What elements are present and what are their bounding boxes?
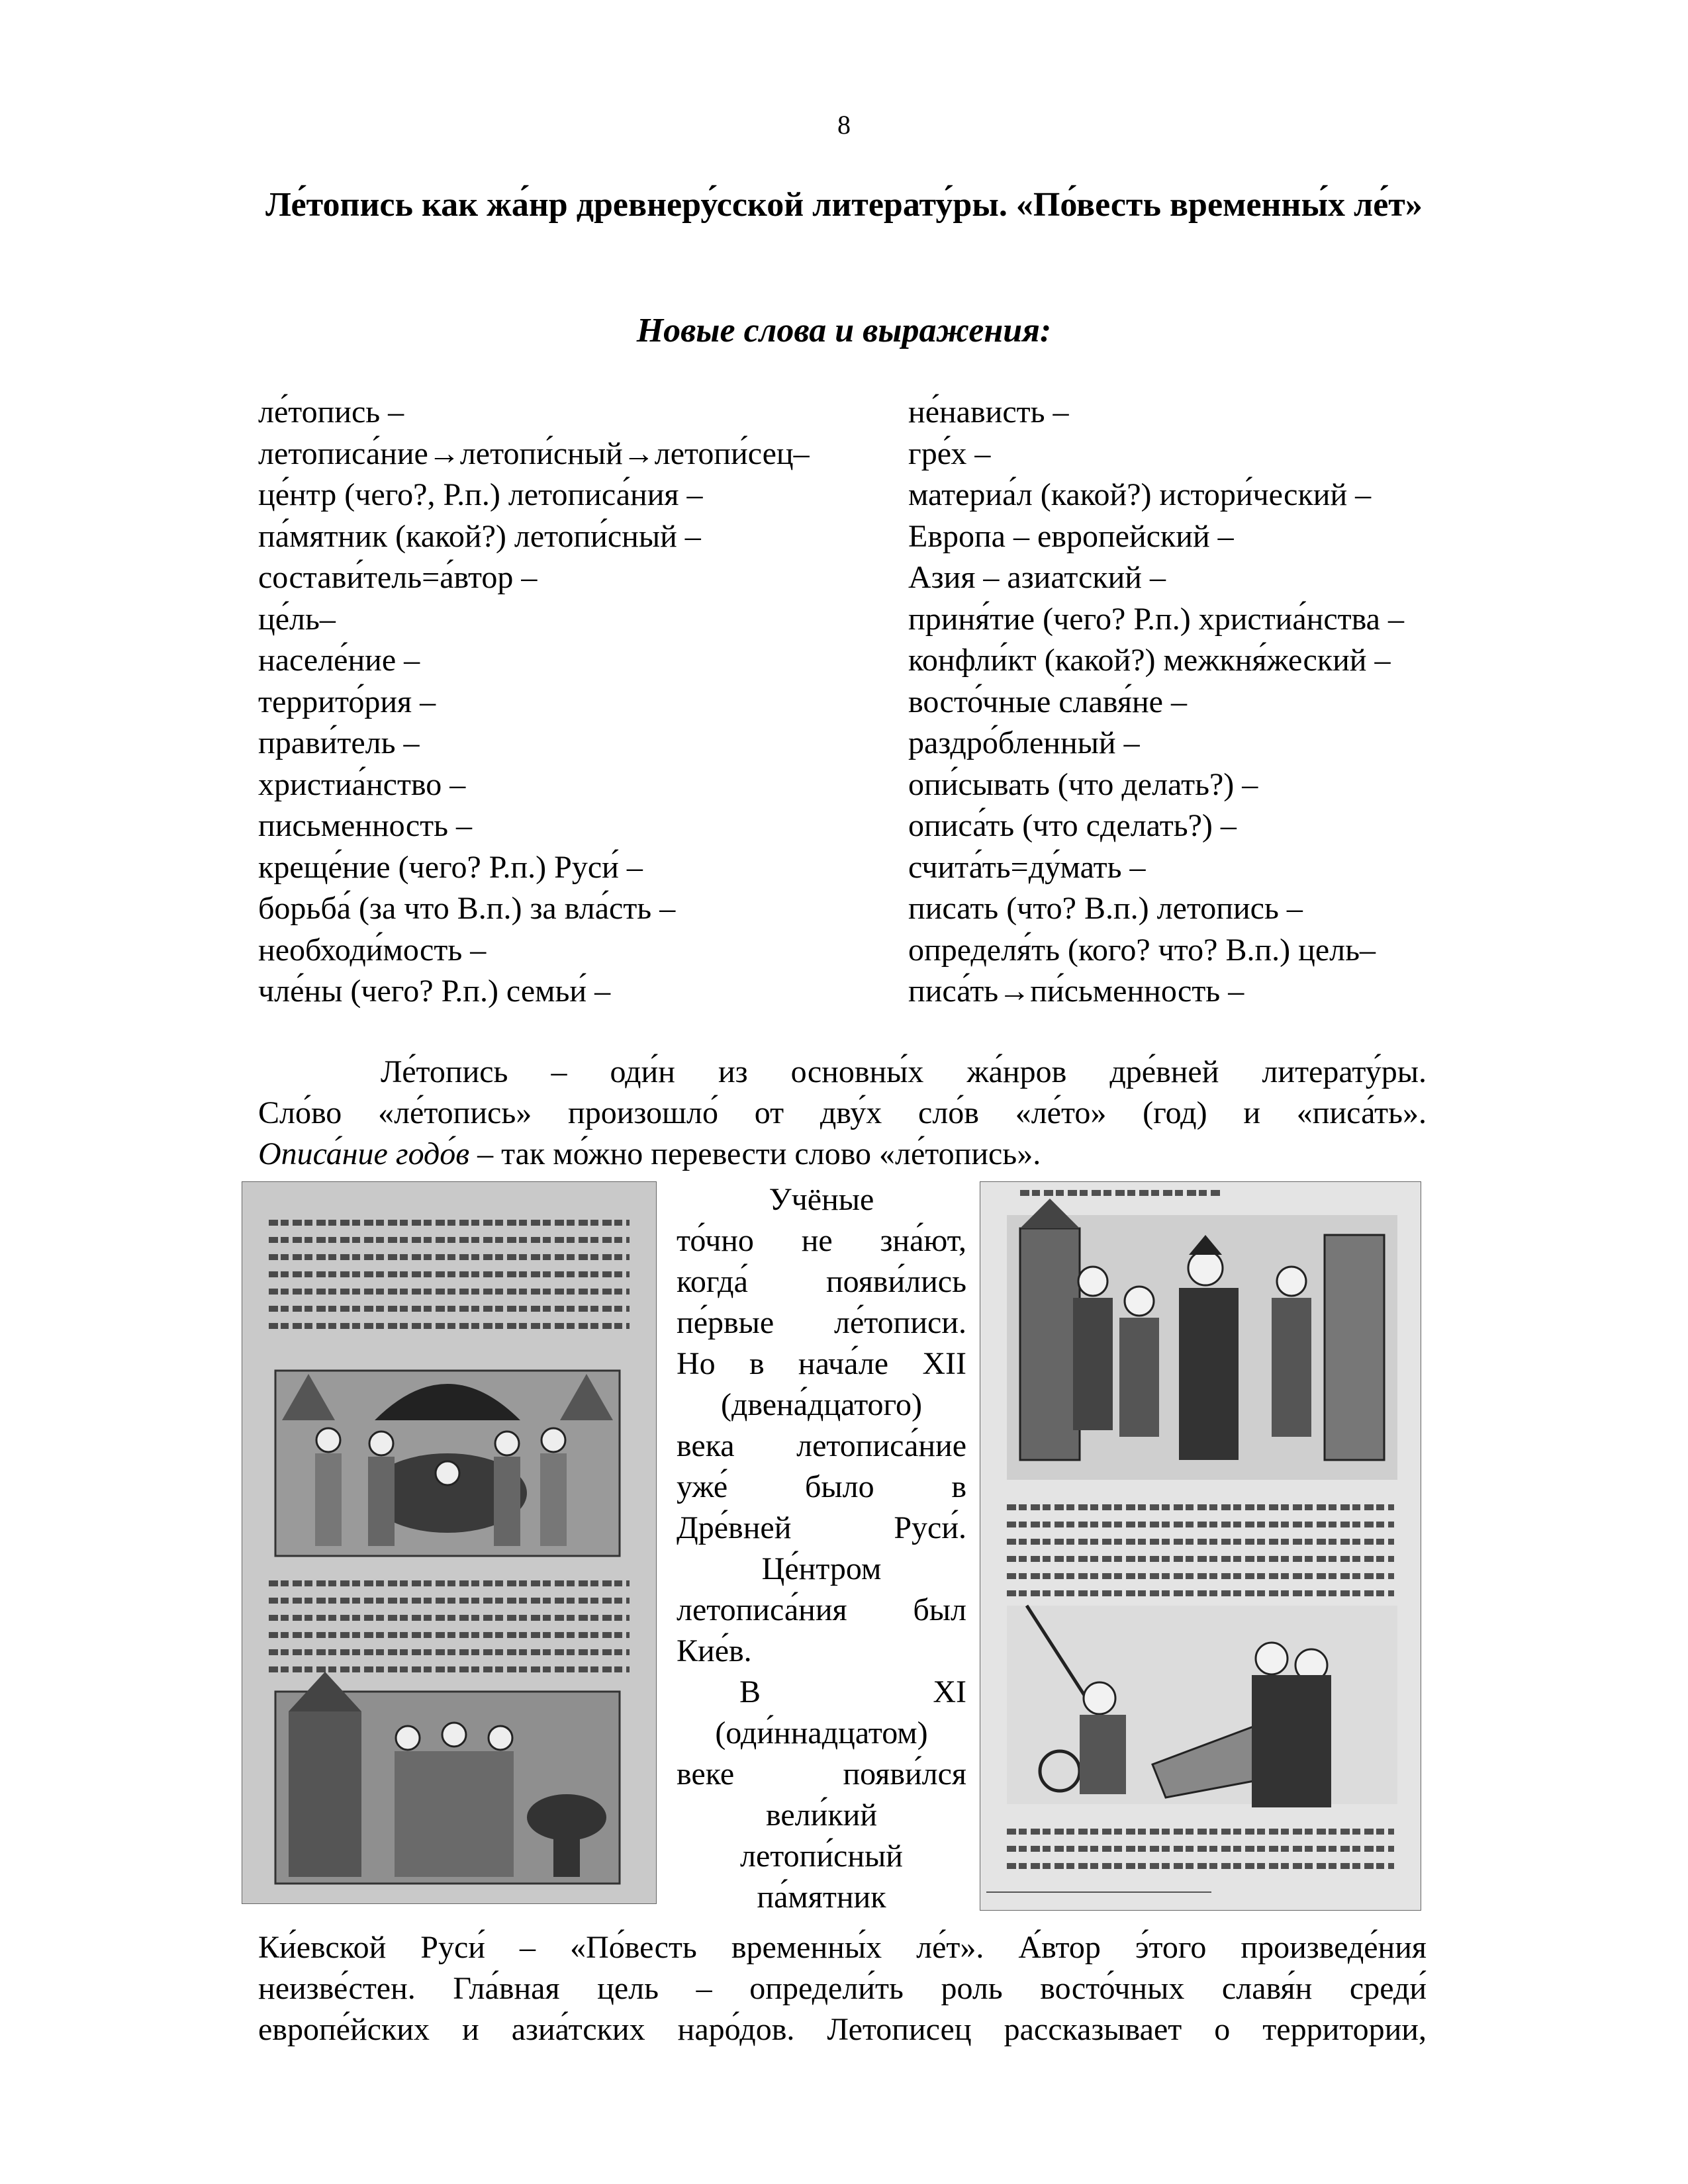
vocab-item: борьба́ (за что В.п.) за вла́сть – xyxy=(258,891,676,926)
column-line: (двена́дцатого) xyxy=(720,1387,923,1422)
vocab-item: письменность – xyxy=(258,808,472,843)
vocab-item: це́ль– xyxy=(258,601,336,637)
vocab-item: чле́ны (чего? Р.п.) семьи́ – xyxy=(258,974,611,1009)
column-line: пе́рвые ле́тописи. xyxy=(677,1305,966,1340)
vocab-item: писать (что? В.п.) летопись – xyxy=(908,891,1303,926)
intro-line-text: Ле́топись – оди́н из основны́х жа́нров дре́вней литерату́ры. xyxy=(381,1054,1427,1089)
middle-text-column xyxy=(677,1179,966,1918)
vocab-item: па́мятник (какой?) летопи́сный – xyxy=(258,518,701,554)
vocab-item: счита́ть=ду́мать – xyxy=(908,849,1146,885)
vocab-item: приня́тие (чего? Р.п.) христиа́нства – xyxy=(908,601,1404,637)
manuscript-script-lines xyxy=(1007,1493,1394,1608)
vocab-item: не́нависть – xyxy=(908,394,1069,430)
intro-paragraph-line xyxy=(258,1136,1427,1172)
vocabulary-right-column xyxy=(908,392,1504,1013)
column-line: В XI xyxy=(739,1674,966,1709)
vocab-item: конфли́кт (какой?) межкня́жеский – xyxy=(908,643,1391,678)
column-line: когда́ появи́лись xyxy=(677,1264,966,1299)
vocab-item: Азия – азиатский – xyxy=(908,560,1166,595)
emphasized-term: Описа́ние годо́в xyxy=(258,1136,470,1171)
body-paragraph-line: неизве́стен. Гла́вная цель – определи́ть роль восто́чных славя́н среди́ xyxy=(258,1971,1427,2006)
vocab-item: населе́ние – xyxy=(258,643,420,678)
column-line: уже́ было в xyxy=(677,1469,966,1504)
column-line: Но в нача́ле XII xyxy=(677,1346,966,1381)
vocab-item: це́нтр (чего?, Р.п.) летописа́ния – xyxy=(258,477,703,512)
body-paragraph-line: европе́йских и азиа́тских наро́дов. Летописец рассказывает о территории, xyxy=(258,2012,1427,2047)
vocab-item: прави́тель – xyxy=(258,725,420,760)
vocab-item: гре́х – xyxy=(908,435,991,471)
vocab-item: креще́ние (чего? Р.п.) Руси́ – xyxy=(258,849,643,885)
manuscript-miniature xyxy=(242,1182,656,1903)
body-paragraph-line: Ки́евской Руси́ – «По́весть временны́х ле́т». А́втор э́того произведе́ния xyxy=(258,1930,1427,1965)
vocab-item: опи́сывать (что делать?) – xyxy=(908,766,1258,802)
column-line: века летописа́ние xyxy=(677,1428,966,1463)
vocab-item: христиа́нство – xyxy=(258,766,466,802)
vocabulary-left-column xyxy=(258,392,894,1013)
vocab-item: восто́чные славя́не – xyxy=(908,684,1187,719)
vocab-item: материа́л (какой?) истори́ческий – xyxy=(908,477,1372,512)
vocab-item: террито́рия – xyxy=(258,684,436,719)
vocab-item: раздро́бленный – xyxy=(908,725,1140,760)
vocab-item: необходи́мость – xyxy=(258,932,487,968)
vocab-item: летописа́ние→летопи́сный→летопи́сец– xyxy=(258,435,810,471)
manuscript-illustration-right xyxy=(980,1181,1421,1911)
vocab-item: Европа – европейский – xyxy=(908,518,1234,554)
manuscript-illustration-left xyxy=(242,1181,657,1904)
page-title: Ле́топись как жа́нр древнеру́сской литерату́ры. «По́весть временны́х ле́т» xyxy=(265,186,1423,224)
vocab-item: ле́топись – xyxy=(258,394,404,430)
manuscript-script-lines xyxy=(269,1569,630,1684)
horizontal-rule xyxy=(986,1891,1211,1893)
vocab-item: писа́ть→пи́сьменность – xyxy=(908,974,1244,1009)
vocab-item: определя́ть (кого? что? В.п.) цель– xyxy=(908,932,1376,968)
column-line: веке появи́лся xyxy=(677,1756,966,1792)
section-subtitle: Новые слова и выражения: xyxy=(636,312,1052,349)
column-line: Кие́в. xyxy=(677,1633,752,1668)
manuscript-script-lines xyxy=(1007,1817,1394,1880)
page-number: 8 xyxy=(837,110,851,140)
column-line: вели́кий xyxy=(765,1797,878,1833)
column-line: летописа́ния был xyxy=(677,1592,966,1627)
column-line: (оди́ннадцатом) xyxy=(715,1715,928,1751)
column-line: Це́нтром xyxy=(761,1551,882,1586)
column-line: то́чно не зна́ют, xyxy=(677,1223,966,1258)
intro-paragraph-line: Сло́во «ле́топись» произошло́ от дву́х сло́в «ле́то» (год) и «писа́ть». xyxy=(258,1095,1427,1130)
column-line: Учёные xyxy=(769,1182,874,1217)
column-line: летопи́сный xyxy=(740,1839,903,1874)
intro-paragraph-line xyxy=(258,1054,1427,1090)
intro-line-text: – так мо́жно перевести слово «ле́топись». xyxy=(469,1136,1041,1171)
column-line: Дре́вней Руси́. xyxy=(677,1510,966,1545)
vocab-item: описа́ть (что сделать?) – xyxy=(908,808,1237,843)
vocab-item: состави́тель=а́втор – xyxy=(258,560,538,595)
column-line: па́мятник xyxy=(757,1880,886,1915)
